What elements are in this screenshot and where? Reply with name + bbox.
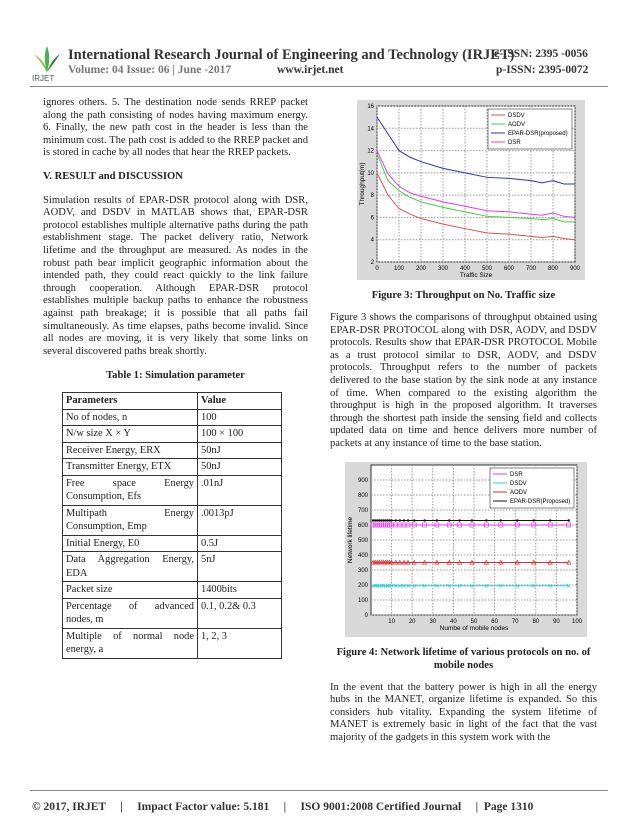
y-tick-label: 500 <box>357 537 368 544</box>
left-column <box>43 97 308 659</box>
table-row <box>63 426 282 443</box>
x-tick-label: 10 <box>388 618 395 625</box>
right-paragraph: In the event that the battery power is high in all the energy hubs in the MANET, organize lifetime is expanded. So this considers hub vitality. Expanding the system lifetime of MANET is extremely basic in light of the fact that the vast majority of the gadgets in this system work with the <box>330 681 597 743</box>
table-cell: .0013pJ <box>198 505 282 535</box>
data-point <box>382 519 384 521</box>
data-point <box>423 519 425 521</box>
irjet-logo <box>32 44 62 82</box>
table-row <box>63 598 282 628</box>
y-tick-label: 400 <box>357 552 368 559</box>
data-point <box>516 519 518 521</box>
right-paragraph: Figure 3 shows the comparisons of throughput obtained using EPAR-DSR PROTOCOL along with DSR, AODV, and DSDV protocols. Results show that EPAR-DSR PROTOCOL Mobile as a trust protocol similar to DSR, AODV, and DSDV protocols. Throughput refers to the number of packets delivered to the base station by the sink node at any instance of time. When compared to the existing algorithm the throughput is high in the proposed algorithm. It traverses through the shortest path inside the sensing field and collects updated data on time and hence delivers more number of packets at any instance of time to the base station. <box>330 312 597 449</box>
data-point <box>388 519 390 521</box>
x-tick-label: 70 <box>511 618 519 625</box>
x-tick-label: 800 <box>547 266 559 272</box>
table-cell: 0.1, 0.2& 0.3 <box>198 598 282 628</box>
table-row <box>63 582 282 599</box>
table-cell: Free space Energy Consumption, Efs <box>63 475 198 505</box>
table-cell: Percentage of advanced nodes, m <box>63 598 198 628</box>
table-row <box>63 409 282 426</box>
figure-4-network-lifetime-chart <box>345 462 587 637</box>
table-cell: Transmitter Energy, ETX <box>63 459 198 476</box>
volume-issue: Volume: 04 Issue: 06 | June -2017 <box>68 64 232 76</box>
legend-label: DSR <box>508 140 521 146</box>
y-tick-label: 12 <box>367 148 374 155</box>
y-tick-label: 8 <box>370 193 374 200</box>
table-cell: 1, 2, 3 <box>198 628 282 658</box>
data-point <box>458 519 460 521</box>
journal-header <box>0 40 638 85</box>
data-point <box>403 519 405 521</box>
table-cell: No of nodes, n <box>63 409 198 426</box>
x-tick-label: 60 <box>491 618 498 625</box>
data-point <box>500 519 502 521</box>
data-point <box>436 519 438 521</box>
data-point <box>374 519 376 521</box>
x-tick-label: 100 <box>571 618 583 625</box>
x-tick-label: 40 <box>450 618 457 625</box>
table-cell: Packet size <box>63 582 198 599</box>
paragraph: Simulation results of EPAR-DSR protocol along with DSR, AODV, and DSDV in MATLAB shows that, EPAR-DSR protocol establishes multiple alternative paths during the path establishment stage. The packet delivery ratio, Network lifetime and the throughput are measured. As nodes in the robust path bear implicit geographic information about the intended path, they could react quickly to the link failure through cooperation. Although EPAR-DSR protocol establishes multiple backup paths to enhance the robustness against path breakage; it is possible that all paths fail simultaneously. As time elapses, paths become invalid. Since all nodes are moving, it is very likely that some links on several discovered paths break shortly. <box>43 194 308 357</box>
figure-3-caption: Figure 3: Throughput on No. Traffic size <box>371 290 556 301</box>
x-axis-label: Numbe of mobile nodes <box>439 624 509 632</box>
figure-3-throughput-chart <box>357 100 585 280</box>
y-axis-label: Network lifetime <box>347 516 354 563</box>
legend-label: EPAR-DSR(Proposed) <box>510 498 571 505</box>
y-tick-label: 700 <box>357 507 368 514</box>
table-row <box>63 628 282 658</box>
table-cell: 50nJ <box>198 459 282 476</box>
footer-impact: Impact Factor value: 5.181 <box>137 801 270 813</box>
section-heading: V. RESULT and DISCUSSION <box>43 170 183 182</box>
data-point <box>399 519 401 521</box>
data-point <box>549 519 551 521</box>
table-header-cell: Parameters <box>63 393 198 410</box>
x-tick-label: 100 <box>393 266 405 272</box>
data-point <box>376 519 378 521</box>
x-tick-label: 400 <box>459 266 471 272</box>
data-point <box>372 519 374 521</box>
legend-label: AODV <box>508 122 526 128</box>
data-point <box>386 519 388 521</box>
table-cell: Multiple of normal node energy, a <box>63 628 198 658</box>
data-point <box>395 519 397 521</box>
data-point <box>533 519 535 521</box>
data-point <box>568 519 570 521</box>
table-cell: 0.5J <box>198 535 282 552</box>
y-tick-label: 14 <box>367 126 374 133</box>
data-point <box>378 519 380 521</box>
data-point <box>390 519 392 521</box>
figure-4-caption: Figure 4: Network lifetime of various protocols on no. of mobile nodes <box>336 646 591 671</box>
legend-label: DSDV <box>508 113 525 119</box>
table-cell: 100 <box>198 409 282 426</box>
table-cell: Multipath Energy Consumption, Emp <box>63 505 198 535</box>
legend-label: EPAR-DSR(proposed) <box>508 131 568 137</box>
table-cell: .01nJ <box>198 475 282 505</box>
table-row <box>63 459 282 476</box>
footer-copyright: © 2017, IRJET <box>32 801 106 813</box>
y-tick-label: 2 <box>370 260 374 266</box>
footer-page: Page 1310 <box>483 801 534 813</box>
x-tick-label: 50 <box>470 618 478 625</box>
header-divider <box>30 86 608 87</box>
y-tick-label: 900 <box>357 477 368 484</box>
table-cell: Initial Energy, E0 <box>63 535 198 552</box>
table-cell: 5nJ <box>198 552 282 582</box>
journal-title: International Research Journal of Engineering and Technology (IRJET) <box>68 47 515 63</box>
website-link[interactable]: www.irjet.net <box>277 64 344 76</box>
x-tick-label: 200 <box>415 266 427 272</box>
data-point <box>407 519 409 521</box>
y-tick-label: 100 <box>357 597 368 604</box>
footer-divider <box>30 790 608 791</box>
table-cell: 100 × 100 <box>198 426 282 443</box>
y-tick-label: 10 <box>367 170 374 177</box>
legend-label: DSR <box>510 471 523 478</box>
right-column <box>330 100 597 756</box>
x-tick-label: 30 <box>429 618 437 625</box>
table-row <box>63 535 282 552</box>
legend-label: AODV <box>510 489 528 496</box>
footer: © 2017, IRJET | Impact Factor value: 5.181 | ISO 9001:2008 Certified Journal | Page 1310 <box>32 801 534 813</box>
y-tick-label: 200 <box>357 582 368 589</box>
footer-iso: ISO 9001:2008 Certified Journal <box>300 801 462 813</box>
data-point <box>485 519 487 521</box>
y-tick-label: 4 <box>370 237 374 244</box>
x-tick-label: 900 <box>569 266 581 272</box>
svg-text:IRJET: IRJET <box>32 74 55 82</box>
table-row <box>63 475 282 505</box>
x-tick-label: 700 <box>525 266 537 272</box>
data-point <box>471 519 473 521</box>
table-cell: 50nJ <box>198 442 282 459</box>
table-row <box>63 442 282 459</box>
table-cell: 1400bits <box>198 582 282 599</box>
x-tick-label: 20 <box>408 618 416 625</box>
x-tick-label: 90 <box>553 618 560 625</box>
data-point <box>448 519 450 521</box>
table-row <box>63 505 282 535</box>
x-tick-label: 500 <box>481 266 493 272</box>
x-tick-label: 600 <box>503 266 515 272</box>
y-tick-label: 800 <box>357 492 368 499</box>
y-tick-label: 0 <box>364 612 368 619</box>
x-tick-label: 80 <box>532 618 540 625</box>
y-tick-label: 6 <box>370 215 374 222</box>
e-issn: e-ISSN: 2395 -0056 <box>494 48 588 60</box>
paragraph: ignores others. 5. The destination node sends RREP packet along the path consisting of nodes having maximum energy. 6. Finally, the new path cost in the header is less than the minimum cost. The path cost is added to the RREP packet and is stored in cache by all nodes that hear the RREP packets. <box>43 97 308 159</box>
y-tick-label: 300 <box>357 567 368 574</box>
data-point <box>380 519 382 521</box>
y-tick-label: 600 <box>357 522 368 529</box>
table-row <box>63 552 282 582</box>
x-tick-label: 0 <box>375 266 379 272</box>
x-axis-label: Traffic Size <box>459 272 493 279</box>
y-tick-label: 16 <box>367 104 374 110</box>
legend-label: DSDV <box>510 480 527 487</box>
p-issn: p-ISSN: 2395-0072 <box>496 64 589 76</box>
y-axis-label: Throughput(m) <box>359 162 366 206</box>
data-point <box>413 519 415 521</box>
table-header-row <box>63 393 282 410</box>
x-tick-label: 300 <box>437 266 449 272</box>
table-cell: Receiver Energy, ERX <box>63 442 198 459</box>
table-cell: Data Aggregation Energy, EDA <box>63 552 198 582</box>
table-cell: N/w size X × Y <box>63 426 198 443</box>
table-caption: Table 1: Simulation parameter <box>106 370 245 382</box>
simulation-parameter-table <box>62 392 282 659</box>
table-header-cell: Value <box>198 393 282 410</box>
data-point <box>384 519 386 521</box>
